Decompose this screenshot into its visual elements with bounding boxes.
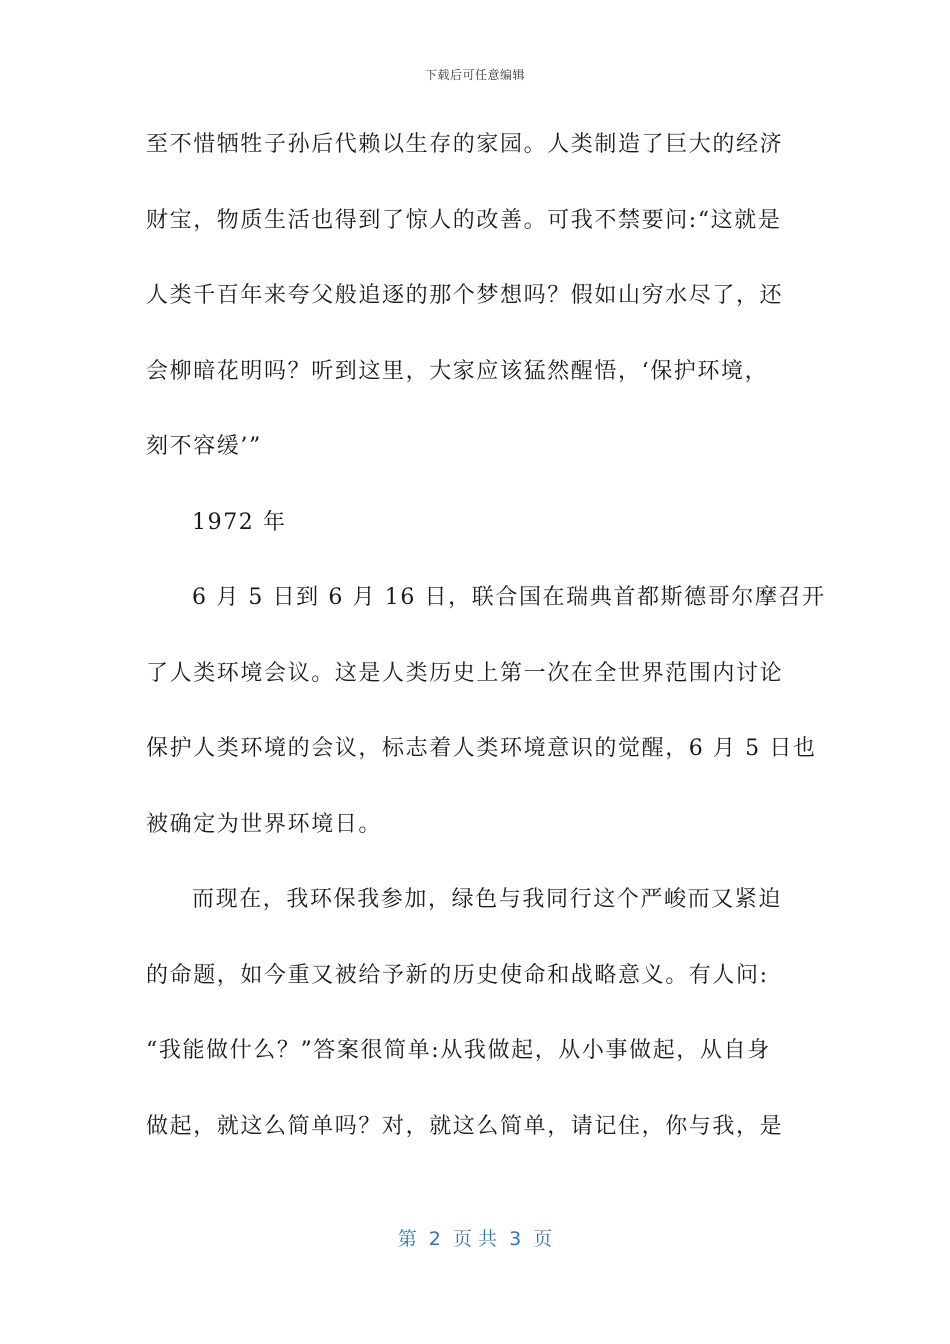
page-footer: 第 2 页 共 3 页 xyxy=(397,1228,553,1250)
text-line: 的命题，如今重又被给予新的历史使命和战略意义。有人问: xyxy=(146,962,769,988)
document-body xyxy=(146,123,826,1180)
text-line: 而现在，我环保我参加，绿色与我同行这个严峻而又紧迫 xyxy=(192,887,783,912)
text-line-year: 1972 年 xyxy=(192,509,287,535)
text-line: 了人类环境会议。这是人类历史上第一次在全世界范围内讨论 xyxy=(146,660,784,686)
text-line: 至不惜牺牲子孙后代赖以生存的家园。人类制造了巨大的经济 xyxy=(146,132,784,157)
text-line: 人类千百年来夸父般追逐的那个梦想吗？假如山穷水尽了，还 xyxy=(146,283,784,308)
text-line: “我能做什么？”答案很简单:从我做起，从小事做起，从自身 xyxy=(146,1038,771,1063)
text-line: 财宝，物质生活也得到了惊人的改善。可我不禁要问:“这就是 xyxy=(146,207,782,233)
text-line: 保护人类环境的会议，标志着人类环境意识的觉醒，6 月 5 日也 xyxy=(146,736,817,761)
text-line: 6 月 5 日到 6 月 16 日，联合国在瑞典首都斯德哥尔摩召开 xyxy=(192,585,826,610)
text-line: 做起，就这么简单吗？对，就这么简单，请记住，你与我，是 xyxy=(146,1113,784,1139)
text-line: 刻不容缓’” xyxy=(146,434,262,459)
text-line: 会柳暗花明吗？听到这里，大家应该猛然醒悟，‘保护环境， xyxy=(146,358,769,384)
page-header: 下载后可任意编辑 xyxy=(424,68,525,82)
text-line: 被确定为世界环境日。 xyxy=(146,811,383,837)
